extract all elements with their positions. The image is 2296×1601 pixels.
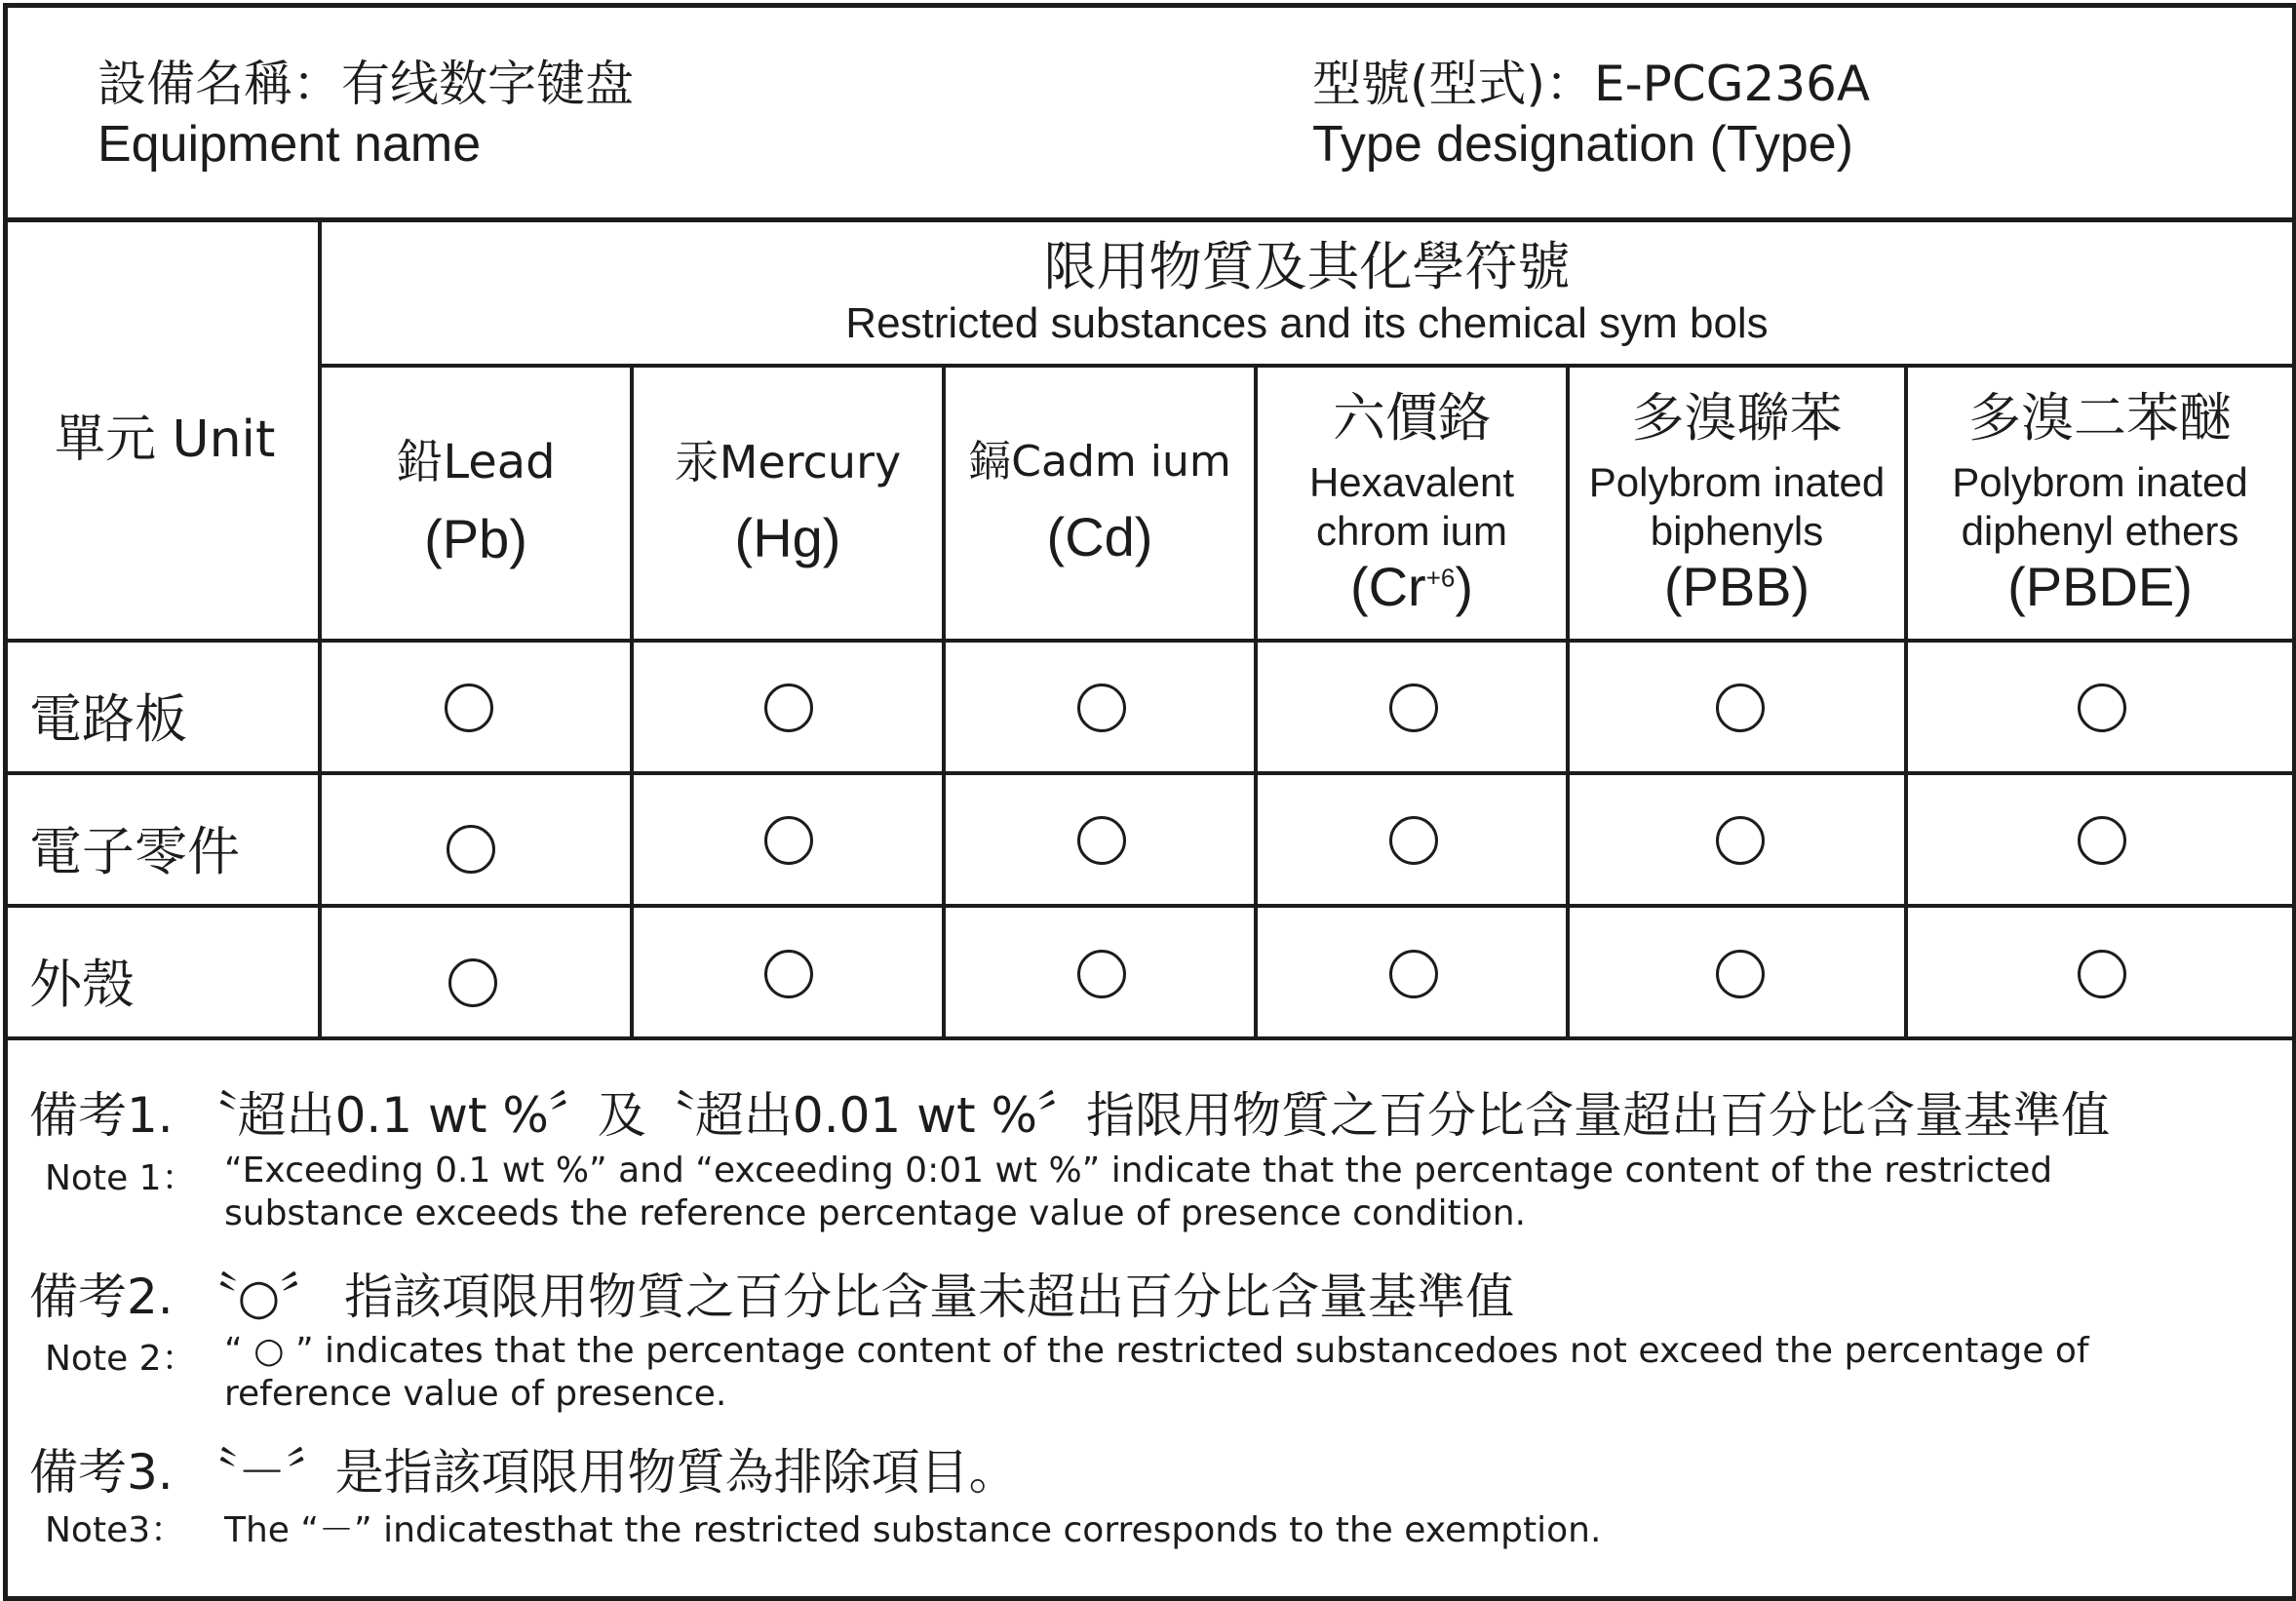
- equipment-name-en: Equipment name: [97, 116, 482, 173]
- chromium-symbol-charge: +6: [1425, 563, 1456, 593]
- mark-circle: [2078, 950, 2126, 998]
- note-2-en-line1: “ ○ ” indicates that the percentage content of the restricted substancedoes not exceed the percentage of: [224, 1331, 2089, 1371]
- column-header-chromium: [1258, 368, 1566, 639]
- row-label-housing: 外殼: [29, 954, 135, 1015]
- col-chromium-en-2: chrom ium: [1315, 507, 1508, 554]
- note-2-zh: 備考2. 〝○〞 指該項限用物質之百分比含量未超出百分比含量基準值: [29, 1269, 1515, 1325]
- note-3-zh: 備考3. 〝－〞是指該項限用物質為排除項目。: [29, 1444, 1018, 1501]
- mark-circle: [447, 825, 495, 874]
- mark-circle: [1716, 816, 1765, 865]
- mark-circle: [1389, 683, 1438, 732]
- mark-circle: [448, 958, 497, 1007]
- column-header-mercury: [634, 368, 942, 639]
- header-divider: [8, 217, 2292, 222]
- col-chromium-zh: 六價鉻: [1333, 386, 1491, 449]
- col-mercury-symbol: (Hg): [734, 507, 841, 569]
- row-label-circuit-board: 電路板: [29, 688, 187, 750]
- col-pbb-symbol: (PBB): [1663, 556, 1810, 618]
- mark-circle: [1389, 950, 1438, 998]
- note-2-en-line2: reference value of presence.: [224, 1374, 727, 1414]
- unit-header: [55, 398, 275, 471]
- unit-header-label: 單元 Unit: [55, 410, 276, 469]
- column-header-pbb: [1570, 368, 1904, 639]
- chromium-symbol-base: (Cr: [1349, 556, 1426, 618]
- mark-circle: [1077, 683, 1126, 732]
- rohs-declaration-document: [3, 3, 2296, 1601]
- row-label-electronic-components: 電子零件: [29, 821, 240, 882]
- equipment-name-zh: 設備名稱：有线数字键盘: [97, 56, 634, 112]
- col-chromium-symbol: [1350, 555, 1473, 619]
- type-designation-en: Type designation (Type): [1312, 116, 1853, 173]
- col-pbde-en-2: diphenyl ethers: [1961, 507, 2239, 554]
- col-pbde-symbol: (PBDE): [2007, 556, 2193, 618]
- col-pbb-en-1: Polybrom inated: [1588, 459, 1886, 506]
- mark-circle: [1077, 816, 1126, 865]
- mark-circle: [764, 683, 813, 732]
- mark-circle: [1077, 950, 1126, 998]
- col-mercury-name: 汞Mercury: [674, 435, 902, 488]
- note-1-label: Note 1：: [45, 1158, 197, 1198]
- mark-circle: [2078, 816, 2126, 865]
- col-lead-symbol: (Pb): [424, 508, 527, 570]
- note-1-en-line1: “Exceeding 0.1 wt %” and “exceeding 0:01 wt %” indicate that the percentage content of the restricted: [224, 1151, 2053, 1191]
- note-3-en-line1: The “－” indicatesthat the restricted substance corresponds to the exemption.: [224, 1510, 1602, 1550]
- mark-circle: [1389, 816, 1438, 865]
- col-pbb-en-2: biphenyls: [1650, 507, 1824, 554]
- note-2-label: Note 2：: [45, 1339, 197, 1379]
- mark-circle: [1716, 950, 1765, 998]
- col-cadmium-name: 鎘Cadm ium: [968, 437, 1231, 487]
- mark-circle: [764, 950, 813, 998]
- row-divider-1: [8, 639, 2292, 643]
- col-pbde-en-1: Polybrom inated: [1952, 459, 2248, 506]
- note-3-label: Note3：: [45, 1510, 186, 1550]
- mark-circle: [1716, 683, 1765, 732]
- column-header-pbde: [1908, 368, 2292, 639]
- restricted-title-zh: 限用物質及其化學符號: [1043, 236, 1571, 298]
- col-pbb-zh: 多溴聯苯: [1631, 386, 1843, 449]
- note-1-zh: 備考1. 〝超出0.1 wt %〞及〝超出0.01 wt %〞指限用物質之百分比含量超出百分比含量基準值: [29, 1087, 2111, 1144]
- row-divider-2: [8, 771, 2292, 775]
- restricted-title: [322, 224, 2292, 361]
- chromium-symbol-close: ): [1455, 556, 1474, 618]
- col-pbde-zh: 多溴二苯醚: [1968, 386, 2232, 449]
- mark-circle: [445, 683, 493, 732]
- mark-circle: [2078, 683, 2126, 732]
- type-designation-zh: 型號(型式)：E-PCG236A: [1312, 56, 1871, 112]
- row-divider-3: [8, 904, 2292, 908]
- mark-circle: [764, 816, 813, 865]
- column-header-cadmium: [946, 368, 1254, 639]
- note-1-en-line2: substance exceeds the reference percentage value of presence condition.: [224, 1193, 1527, 1233]
- table-bottom: [8, 1036, 2292, 1040]
- column-header-lead: [322, 368, 630, 639]
- col-chromium-en-1: Hexavalent: [1308, 459, 1515, 506]
- restricted-title-en: Restricted substances and its chemical sym bols: [845, 298, 1769, 347]
- col-lead-name: 鉛Lead: [396, 434, 556, 489]
- col-cadmium-symbol: (Cd): [1046, 505, 1153, 567]
